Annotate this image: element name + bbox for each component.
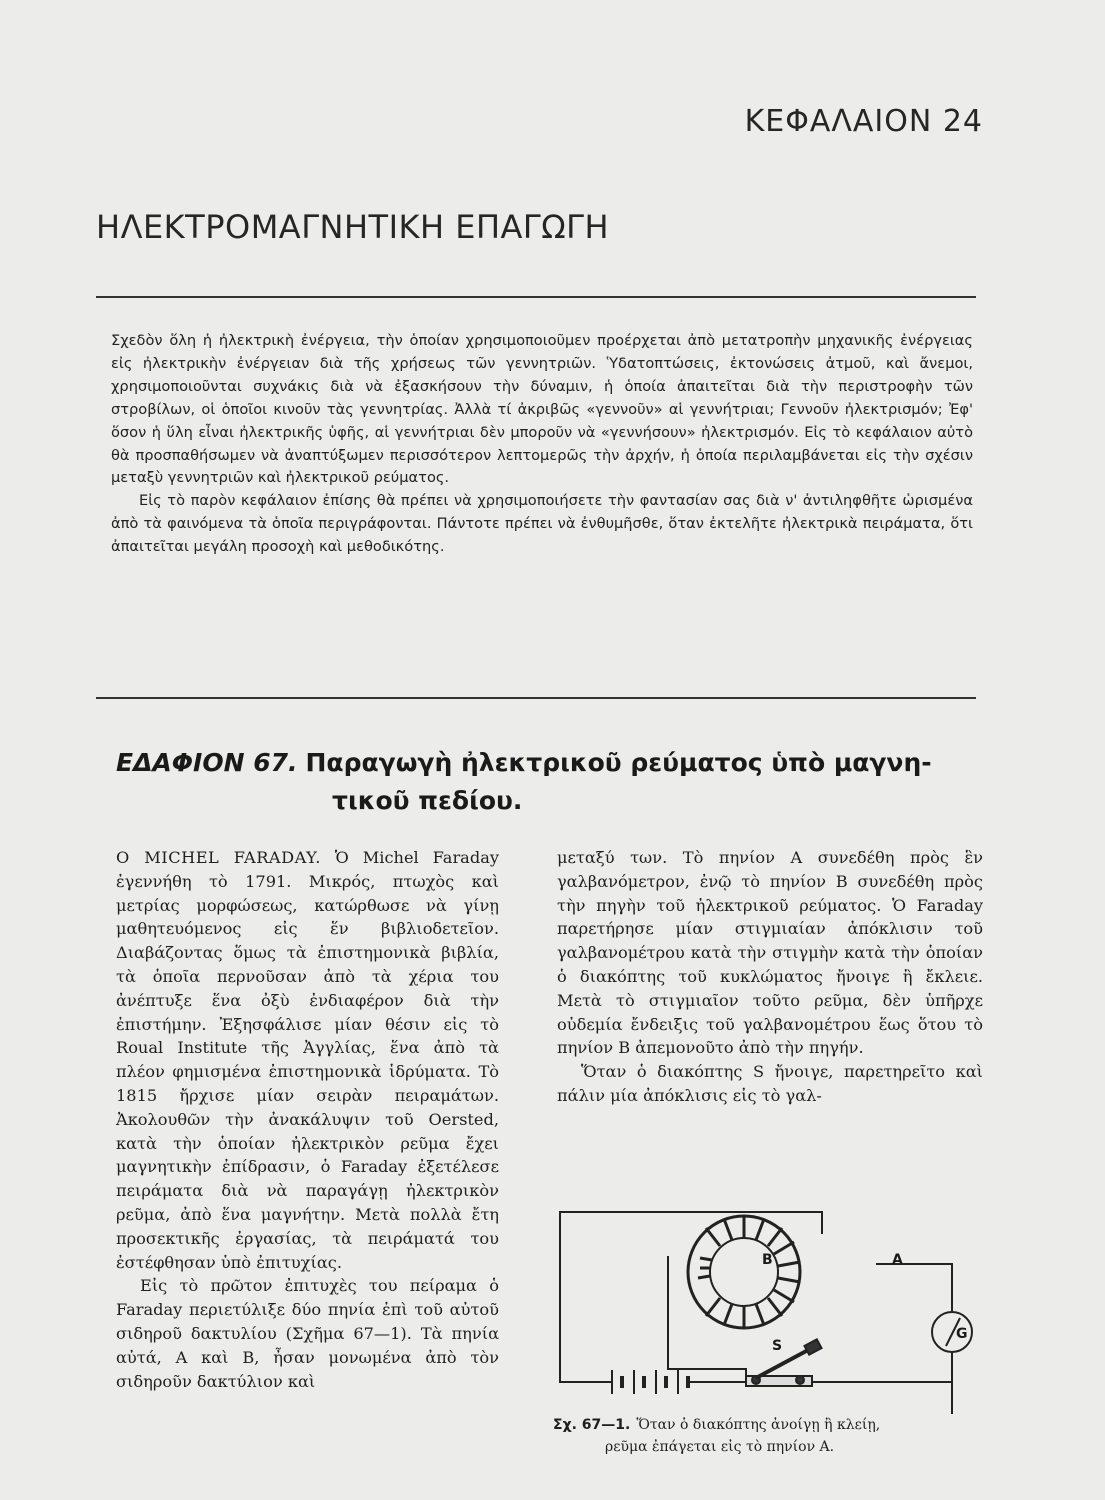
- top-divider: [96, 296, 976, 298]
- chapter-title: ΗΛΕΚΤΡΟΜΑΓΝΗΤΙΚΗ ΕΠΑΓΩΓΗ: [96, 208, 610, 246]
- caption-line1: Ὅταν ὁ διακόπτης ἀνοίγῃ ἢ κλείῃ,: [636, 1417, 881, 1433]
- section-heading: [116, 744, 996, 820]
- battery: [590, 1370, 700, 1394]
- circuit-diagram: [550, 1204, 990, 1414]
- label-g: G: [956, 1326, 968, 1342]
- body-paragraph: Εἰς τὸ πρῶτον ἐπιτυχὲς του πείραμα ὁ Faraday περιετύλιξε δύο πηνία ἐπὶ τοῦ αὐτοῦ σιδηροῦ δακτυλίου (Σχῆμα 67—1). Τὰ πηνία αὐτά, Α καὶ Β, ἦσαν μονωμένα ἀπὸ τὸν σιδηροῦν δακτύλιον καὶ: [116, 1276, 499, 1391]
- paragraph-text: Ὁ Michel Faraday ἐγεννήθη τὸ 1791. Μικρός, πτωχὸς καὶ μετρίας μορφώσεως, κατώρθωσε νὰ γίνῃ μαθητευόμενος εἰς ἕν βιβλιοδετεῖον. Διαβάζοντας ὅμως τὰ ἐπιστημονικὰ βιβλία, τὰ ὁποῖα περνοῦσαν ἀπὸ τὰ χέρια του ἀνέπτυξε ἕνα ὀξὺ ἐνδιαφέρον διὰ τὴν ἐπιστήμην. Ἐξησφάλισε μίαν θέσιν εἰς τὸ Roual Institute τῆς Ἀγγλίας, ἕνα ἀπὸ τὰ πλέον φημισμένα ἐπιστημονικὰ ἱδρύματα. Τὸ 1815 ἤρχισε μίαν σειρὰν πειραμάτων. Ἀκολουθῶν τὴν ἀνακάλυψιν τοῦ Oersted, κατὰ τὴν ὁποίαν ἠλεκτρικὸν ρεῦμα ἔχει μαγνητικὴν ἐπίδρασιν, ὁ Faraday ἐξετέλεσε πειράματα διὰ νὰ παραγάγῃ ἠλεκτρικὸν ρεῦμα, ἀπὸ ἕνα μαγνήτην. Μετὰ πολλὰ ἔτη προσεκτικῆς ἐργασίας, τὰ πειράματά του ἐστέφθησαν ὑπὸ ἐπιτυχίας.: [116, 848, 499, 1272]
- chapter-intro: [111, 330, 973, 559]
- section-number: ΕΔΑΦΙΟΝ 67.: [116, 748, 298, 777]
- paragraph-lead: Ο MICHEL FARADAY.: [116, 848, 321, 867]
- body-paragraph: Ὅταν ὁ διακόπτης S ἤνοιγε, παρετηρεῖτο καὶ πάλιν μία ἀπόκλισις εἰς τὸ γαλ-: [557, 1062, 983, 1105]
- body-paragraph: [116, 846, 499, 1274]
- intro-paragraph: Εἰς τὸ παρὸν κεφάλαιον ἐπίσης θὰ πρέπει νὰ χρησιμοποιήσετε τὴν φαντασίαν σας διὰ ν' ἀντιληφθῆτε ὡρισμένα ἀπὸ τὰ φαινόμενα τὰ ὁποῖα περιγράφονται. Πάντοτε πρέπει νὰ ἐνθυμῆσθε, ὅταν ἐκτελῆτε ἠλεκτρικὰ πειράματα, ὅτι ἀπαιτεῖται μεγάλη προσοχὴ καὶ μεθοδικότης.: [111, 492, 973, 556]
- wire-coil-b: [668, 1256, 746, 1382]
- left-column: [116, 846, 499, 1393]
- label-b: B: [762, 1252, 773, 1268]
- caption-line2: ρεῦμα ἐπάγεται εἰς τὸ πηνίον Α.: [605, 1439, 835, 1455]
- chapter-label: ΚΕΦΑΛΑΙΟΝ 24: [744, 104, 983, 139]
- knife-switch: [746, 1339, 822, 1386]
- section-divider: [96, 697, 976, 699]
- section-title-line1: Παραγωγὴ ἠλεκτρικοῦ ρεύματος ὑπὸ μαγνη-: [305, 748, 932, 777]
- wire-bottom-left: [560, 1364, 590, 1382]
- right-column: [557, 846, 983, 1108]
- intro-paragraph: Σχεδὸν ὅλη ἡ ἠλεκτρικὴ ἐνέργεια, τὴν ὁποίαν χρησιμοποιοῦμεν προέρχεται ἀπὸ μετατροπὴν μηχανικῆς ἐνέργειας εἰς ἠλεκτρικὴν ἐνέργειαν διὰ τῆς χρήσεως τῶν γεννητριῶν. Ὑδατοπτώσεις, ἐκτονώσεις ἀτμοῦ, καὶ ἄνεμοι, χρησιμοποιοῦνται συχνάκις διὰ νὰ ἐξασκήσουν τὴν δύναμιν, ἡ ὁποία ἀπαιτεῖται διὰ τὴν περιστροφὴν τῶν στροβίλων, οἱ ὁποῖοι κινοῦν τὰς γεννητρίας. Ἀλλὰ τί ἀκριβῶς «γεννοῦν» αἱ γεννήτριαι; Γεννοῦν ἠλεκτρισμόν; Ἐφ' ὅσον ἡ ὕλη εἶναι ἠλεκτρικῆς ὑφῆς, αἱ γεννήτριαι δὲν μποροῦν νὰ «γεννήσουν» ἠλεκτρισμόν. Εἰς τὸ κεφάλαιον αὐτὸ θὰ προσπαθήσωμεν νὰ ἀναπτύξωμεν περισσότερον λεπτομερῶς τὴν ἀρχήν, ἡ ὁποία περιλαμβάνεται εἰς τὴν σχέσιν μεταξὺ γεννητριῶν καὶ ἠλεκτρικοῦ ρεύματος.: [111, 332, 973, 487]
- caption-tag: Σχ. 67—1.: [553, 1417, 631, 1433]
- label-s: S: [772, 1338, 783, 1354]
- label-a: A: [892, 1252, 903, 1268]
- figure-67-1: [550, 1204, 990, 1414]
- body-paragraph: μεταξύ των. Τὸ πηνίον Α συνεδέθη πρὸς ἓν γαλβανόμετρον, ἐνῷ τὸ πηνίον Β συνεδέθη πρὸς τὴν πηγὴν τοῦ ἠλεκτρικοῦ ρεύματος. Ὁ Faraday παρετήρησε μίαν στιγμιαίαν ἀπόκλισιν τοῦ γαλβανομέτρου κατὰ τὴν στιγμὴν κατὰ τὴν ὁποίαν ὁ διακόπτης τοῦ κυκλώματος ἤνοιγε ἢ ἔκλειε. Μετὰ τὸ στιγμιαῖον τοῦτο ρεῦμα, δὲν ὑπῆρχε οὐδεμία ἔνδειξις τοῦ γαλβανομέτρου ἕως ὅτου τὸ πηνίον Β ἀπεμονοῦτο ἀπὸ τὴν πηγήν.: [557, 848, 983, 1058]
- figure-caption: [553, 1414, 987, 1458]
- section-title-line2: τικοῦ πεδίου.: [332, 786, 523, 815]
